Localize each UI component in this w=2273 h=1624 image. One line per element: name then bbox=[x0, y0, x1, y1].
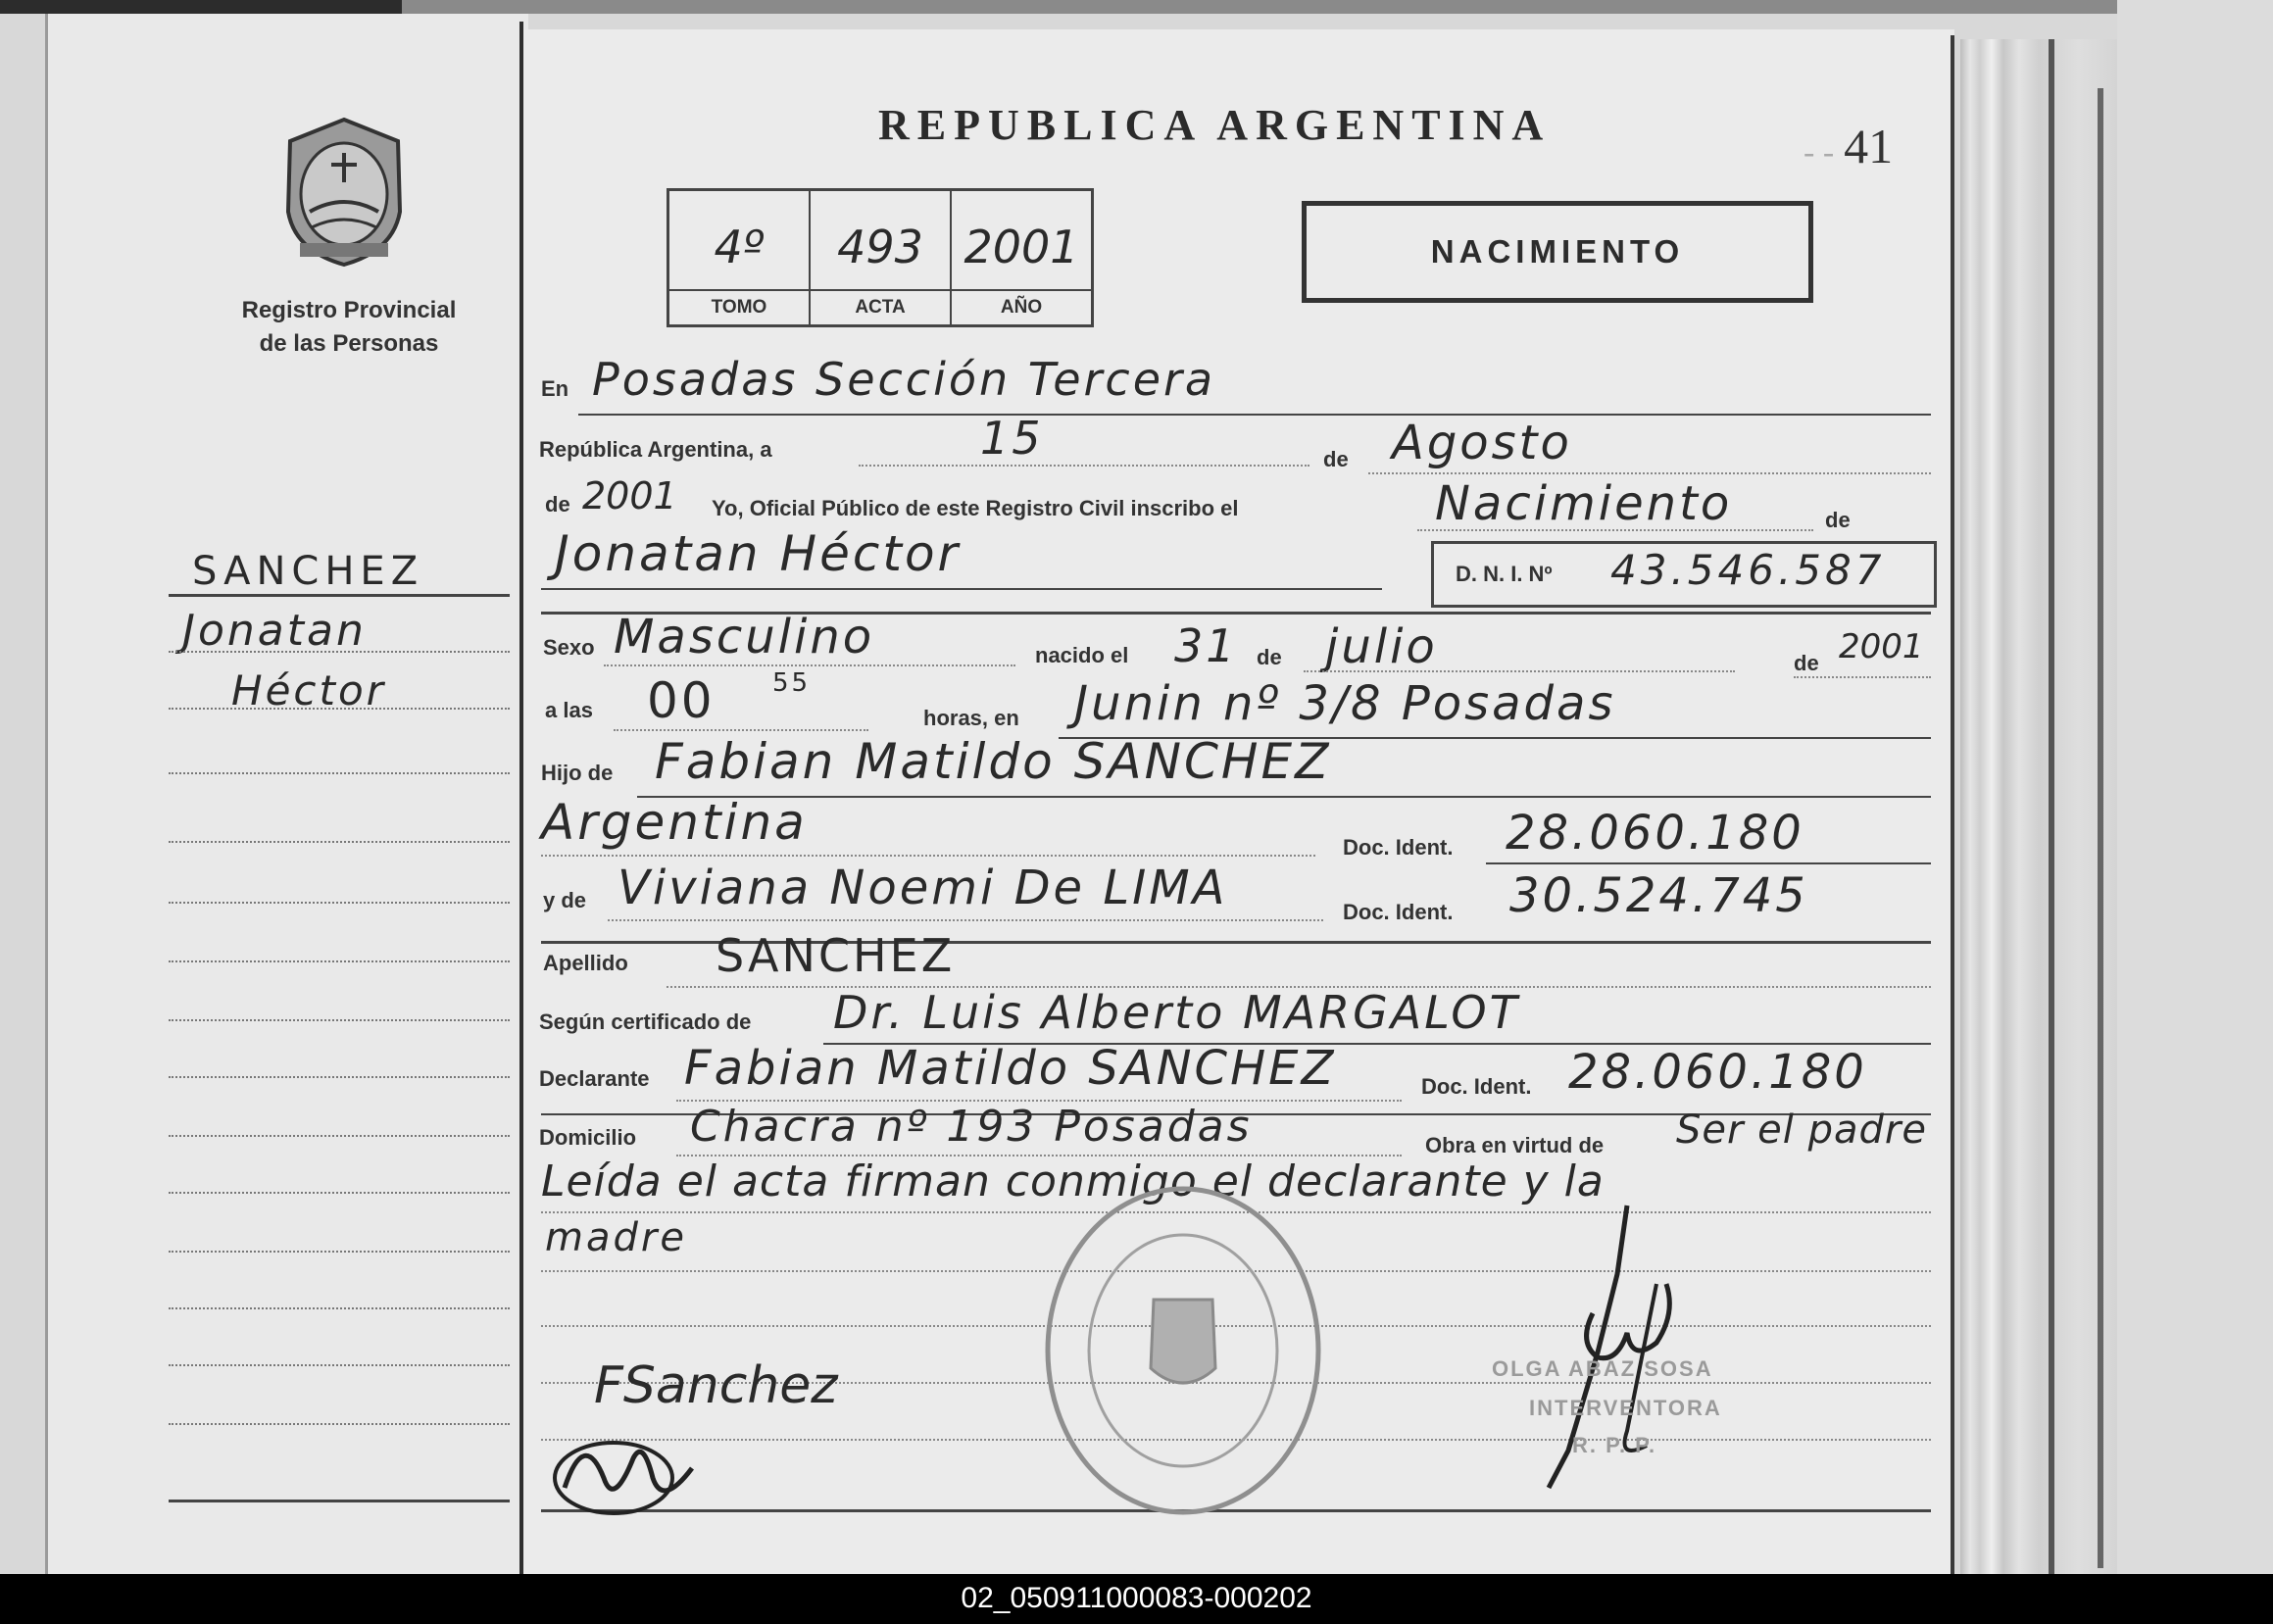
year-prefix-label: de bbox=[545, 492, 570, 517]
official-org-stamp: R. P. P. bbox=[1572, 1433, 1657, 1457]
scan-id-text: 02_050911000083-000202 bbox=[961, 1582, 1312, 1614]
yo-statement: Yo, Oficial Público de este Registro Civil inscribo el bbox=[712, 496, 1239, 520]
father-name-value: Fabian Matildo SANCHEZ bbox=[655, 733, 1332, 790]
official-name-stamp: OLGA ABAZ SOSA bbox=[1492, 1356, 1713, 1381]
month-value: Agosto bbox=[1392, 416, 1572, 470]
margin-rule bbox=[169, 772, 510, 774]
hour-value: 00 bbox=[647, 672, 716, 729]
minutes-value: 55 bbox=[772, 668, 812, 698]
margin-rule bbox=[169, 1364, 510, 1366]
page-edge bbox=[1951, 35, 1954, 1574]
de19-label: de bbox=[1794, 651, 1819, 675]
scan-id-footer bbox=[0, 1574, 2273, 1624]
closing-note-line-1: Leída el acta firman conmigo el declarante y la bbox=[541, 1156, 1605, 1206]
form-rule bbox=[614, 729, 868, 731]
nacido-label: nacido el bbox=[1035, 643, 1129, 667]
form-rule bbox=[1417, 529, 1813, 531]
official-role-stamp: INTERVENTORA bbox=[1529, 1396, 1722, 1420]
mother-signature bbox=[545, 1419, 712, 1527]
margin-rule bbox=[169, 1019, 510, 1021]
top-band bbox=[0, 0, 2273, 14]
en-label: En bbox=[541, 376, 569, 401]
form-rule bbox=[608, 919, 1323, 921]
birth-year-value: 2001 bbox=[1839, 627, 1924, 666]
official-seal-stamp bbox=[1041, 1182, 1325, 1520]
margin-rule bbox=[169, 1251, 510, 1253]
dni-label: D. N. I. Nº bbox=[1456, 562, 1553, 586]
form-rule bbox=[859, 465, 1309, 467]
obra-label: Obra en virtud de bbox=[1425, 1133, 1605, 1157]
margin-rule bbox=[169, 1423, 510, 1425]
year-value: 2001 bbox=[964, 221, 1079, 273]
declarante-label: Declarante bbox=[539, 1066, 650, 1091]
y-de-label: y de bbox=[543, 888, 587, 912]
document-title: REPUBLICA ARGENTINA bbox=[878, 101, 1552, 149]
day-value: 15 bbox=[980, 412, 1044, 465]
form-rule bbox=[1368, 472, 1931, 474]
certificado-value: Dr. Luis Alberto MARGALOT bbox=[833, 986, 1520, 1039]
sexo-label: Sexo bbox=[543, 635, 595, 660]
registry-name bbox=[202, 294, 496, 361]
form-rule bbox=[541, 588, 1382, 590]
act-kind-value: Nacimiento bbox=[1435, 476, 1733, 531]
father-nationality-value: Argentina bbox=[541, 794, 808, 851]
acta-label: ACTA bbox=[811, 289, 950, 324]
form-rule bbox=[1794, 676, 1931, 678]
form-rule bbox=[541, 855, 1315, 857]
tomo-value: 4º bbox=[714, 221, 765, 273]
child-name-value: Jonatan Héctor bbox=[555, 525, 962, 582]
de2-label: de bbox=[1825, 508, 1851, 532]
mother-doc-value: 30.524.745 bbox=[1509, 868, 1808, 923]
margin-rule bbox=[169, 1307, 510, 1309]
margin-rule bbox=[169, 1076, 510, 1078]
page-stack-line bbox=[2049, 39, 2054, 1574]
registration-year: 2001 bbox=[582, 474, 677, 517]
birth-place-value: Junin nº 3/8 Posadas bbox=[1074, 676, 1616, 731]
domicilio-label: Domicilio bbox=[539, 1125, 637, 1150]
republica-label: República Argentina, a bbox=[539, 437, 772, 462]
apellido-label: Apellido bbox=[543, 951, 628, 975]
margin-rule bbox=[169, 902, 510, 904]
margin-given-name-1: Jonatan bbox=[182, 606, 367, 656]
form-rule bbox=[604, 664, 1015, 666]
place-value: Posadas Sección Tercera bbox=[592, 353, 1216, 406]
horas-label: horas, en bbox=[923, 706, 1019, 730]
page-stack-edge bbox=[1960, 39, 2117, 1574]
closing-note-line-2: madre bbox=[545, 1215, 687, 1260]
registry-line-2: de las Personas bbox=[259, 330, 439, 357]
domicilio-value: Chacra nº 193 Posadas bbox=[690, 1102, 1253, 1152]
declarante-value: Fabian Matildo SANCHEZ bbox=[684, 1041, 1337, 1096]
declarant-signature: FSanchez bbox=[594, 1356, 838, 1415]
de3-label: de bbox=[1257, 645, 1282, 669]
margin-rule bbox=[169, 960, 510, 962]
record-type-box: NACIMIENTO bbox=[1302, 201, 1813, 303]
birth-day-value: 31 bbox=[1174, 619, 1238, 672]
tomo-cell bbox=[669, 191, 811, 324]
form-rule bbox=[637, 796, 1931, 798]
obra-value: Ser el padre bbox=[1676, 1107, 1927, 1153]
coat-of-arms-seal-icon bbox=[271, 114, 418, 271]
father-doc-label: Doc. Ident. bbox=[1343, 835, 1454, 860]
background-right bbox=[2117, 0, 2273, 1574]
year-label: AÑO bbox=[952, 289, 1091, 324]
page-number: - - 41 bbox=[1804, 119, 1894, 173]
birth-month-value: julio bbox=[1325, 619, 1438, 674]
margin-given-name-2: Héctor bbox=[231, 666, 386, 714]
margin-rule bbox=[169, 1500, 510, 1502]
margin-rule bbox=[169, 841, 510, 843]
margin-rule bbox=[169, 708, 510, 710]
margin-rule bbox=[169, 1192, 510, 1194]
dni-value: 43.546.587 bbox=[1610, 546, 1886, 594]
margin-rule bbox=[169, 594, 510, 597]
sexo-value: Masculino bbox=[614, 610, 875, 664]
hijo-label: Hijo de bbox=[541, 761, 614, 785]
tomo-label: TOMO bbox=[669, 289, 809, 324]
certificado-label: Según certificado de bbox=[539, 1009, 752, 1034]
dni-box bbox=[1431, 541, 1937, 608]
apellido-value: SANCHEZ bbox=[716, 929, 956, 982]
mother-doc-label: Doc. Ident. bbox=[1343, 900, 1454, 924]
acta-value: 493 bbox=[837, 221, 923, 273]
registry-line-1: Registro Provincial bbox=[241, 297, 457, 323]
page-stack-line bbox=[2098, 88, 2103, 1568]
register-reference-table bbox=[667, 188, 1094, 327]
father-doc-value: 28.060.180 bbox=[1506, 806, 1804, 861]
declarante-doc-label: Doc. Ident. bbox=[1421, 1074, 1532, 1099]
de-label: de bbox=[1323, 447, 1349, 471]
form-rule bbox=[1304, 670, 1735, 672]
form-rule bbox=[1486, 862, 1931, 864]
form-rule bbox=[578, 414, 1931, 416]
declarante-doc-value: 28.060.180 bbox=[1568, 1045, 1867, 1100]
margin-surname: SANCHEZ bbox=[192, 549, 424, 594]
a-las-label: a las bbox=[545, 698, 593, 722]
mother-name-value: Viviana Noemi De LIMA bbox=[618, 861, 1228, 915]
acta-cell bbox=[811, 191, 952, 324]
margin-rule bbox=[169, 1135, 510, 1137]
year-cell bbox=[952, 191, 1091, 324]
margin-rule bbox=[169, 651, 510, 653]
